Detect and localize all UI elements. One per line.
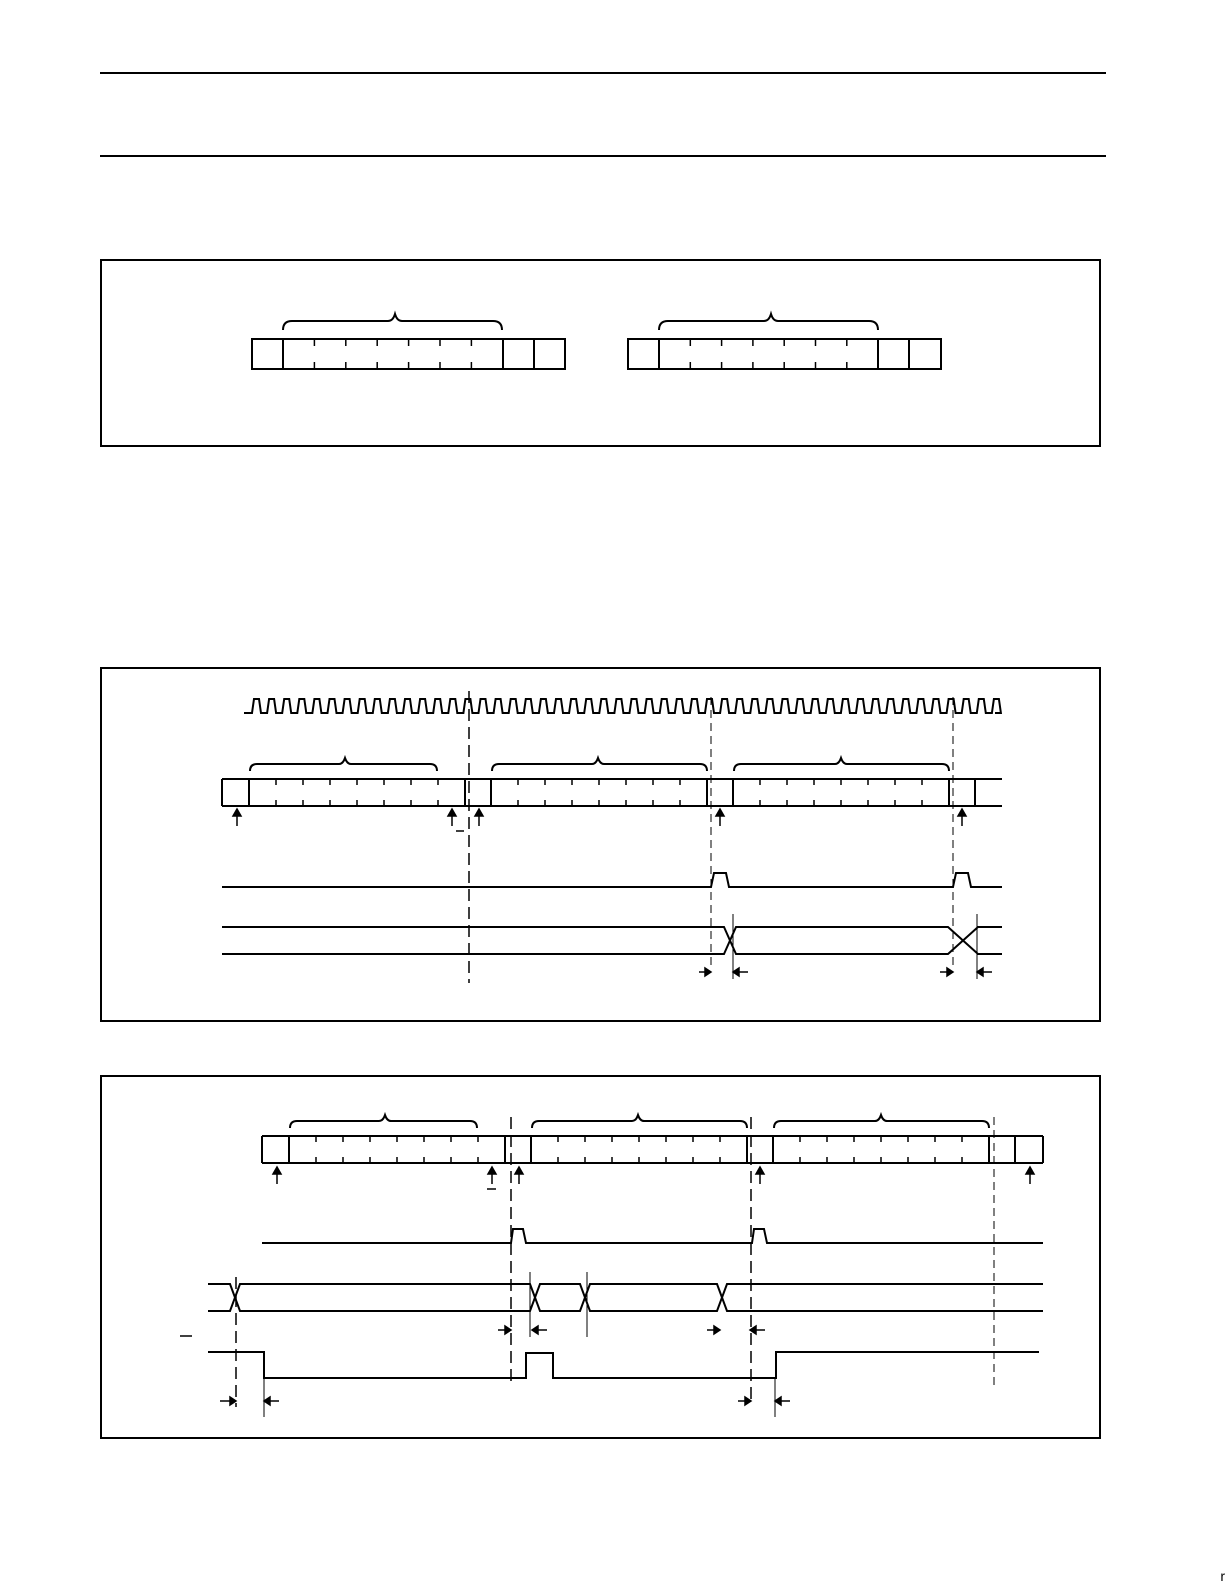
frame-3-data-brace	[734, 758, 949, 771]
figure-2-svg	[102, 669, 1103, 1024]
tx-frame-2-data-brace	[532, 1115, 747, 1128]
figure-3-transmit-timing	[100, 1075, 1101, 1439]
header-top-rule	[100, 72, 1106, 74]
bus-line-lower	[222, 927, 1002, 954]
tx-pulse-signal	[262, 1229, 1043, 1243]
figure-2-receive-timing	[100, 667, 1101, 1022]
tx-frame-3-data-brace	[774, 1115, 989, 1128]
figure-2-bit-ticks	[276, 779, 922, 806]
bus-line-upper	[222, 927, 1002, 954]
clock-waveform	[244, 699, 1001, 713]
figure-1-svg	[102, 261, 1103, 449]
figure-3-bit-ticks	[316, 1136, 962, 1163]
tx-bus-line-lower	[208, 1284, 1043, 1311]
frame-2-data-brace	[492, 758, 707, 771]
frame-a-data-brace	[283, 314, 502, 330]
figure-1-bit-ticks	[314, 339, 846, 369]
status-pulse-signal	[222, 873, 1002, 887]
tx-frame-1-data-brace	[290, 1115, 477, 1128]
frame-b-data-brace	[659, 314, 878, 330]
figure-1-data-format	[100, 259, 1101, 447]
page-corner-mark: r	[1220, 1568, 1225, 1584]
header-bottom-rule	[100, 155, 1106, 157]
frame-1-data-brace	[250, 758, 437, 771]
tx-bus-line-upper	[208, 1284, 1043, 1311]
figure-3-svg	[102, 1077, 1103, 1441]
tx-enable-signal	[208, 1352, 1039, 1378]
